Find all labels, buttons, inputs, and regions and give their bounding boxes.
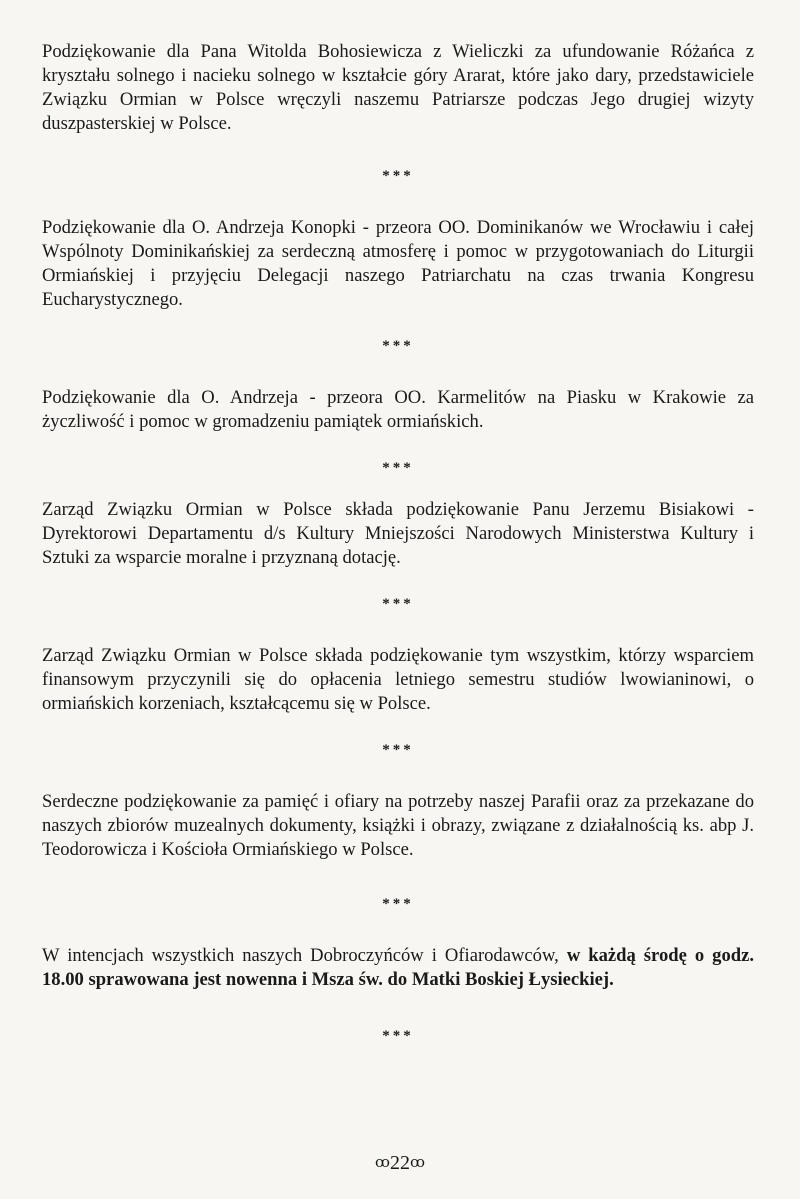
nowenna-bold-text: w każdą środę o godz. 18.00 sprawowana jest nowenna i Msza św. do Matki Boskiej Łysieckiej. <box>42 945 754 990</box>
nowenna-intro-text: W intencjach wszystkich naszych Dobroczyńców i Ofiarodawców, <box>42 945 567 966</box>
page-number-footer <box>0 1151 800 1175</box>
ornament-right-icon: ꝏ <box>410 1155 425 1171</box>
paragraph-ofiary: Serdeczne podziękowanie za pamięć i ofiary na potrzeby naszej Parafii oraz za przekazane do naszych zbiorów muzealnych dokumenty, książki i obrazy, związane z działalnością ks. abp J. Teodorowicza i Kościoła Ormiańskiego w Polsce. <box>42 791 754 860</box>
paragraph-karmelici: Podziękowanie dla O. Andrzeja - przeora OO. Karmelitów na Piasku w Krakowie za życzliwość i pomoc w gromadzeniu pamiątek ormiańskich. <box>42 387 754 432</box>
paragraph-konopka: Podziękowanie dla O. Andrzeja Konopki - przeora OO. Dominikanów we Wrocławiu i całej Wspólnoty Dominikańskiej za serdeczną atmosferę i pomoc w przygotowaniach do Liturgii Ormiańskiej i przyjęciu Delegacji naszego Patriarchatu na czas trwania Kongresu Eucharystycznego. <box>42 217 754 310</box>
separator: *** <box>382 1028 414 1044</box>
paragraph-bohosiewicz: Podziękowanie dla Pana Witolda Bohosiewicza z Wieliczki za ufundowanie Różańca z kryształu solnego i nacieku solnego w kształcie góry Ararat, które jako dary, przedstawiciele Związku Ormian w Polsce wręczyli naszemu Patriarsze podczas Jego drugiej wizyty duszpasterskiej w Polsce. <box>42 41 754 134</box>
separator: *** <box>382 596 414 612</box>
ornament-left-icon: ꝏ <box>375 1155 390 1171</box>
separator: *** <box>382 742 414 758</box>
separator: *** <box>382 896 414 912</box>
separator: *** <box>382 460 414 476</box>
paragraph-bisiak: Zarząd Związku Ormian w Polsce składa podziękowanie Panu Jerzemu Bisiakowi - Dyrektorowi Departamentu d/s Kultury Mniejszości Narodowych Ministerstwa Kultury i Sztuki za wsparcie moralne i przyznaną dotację. <box>42 499 754 568</box>
paragraph-lwowianin: Zarząd Związku Ormian w Polsce składa podziękowanie tym wszystkim, którzy wsparciem finansowym przyczynili się do opłacenia letniego semestru studiów lwowianinowi, o ormiańskich korzeniach, kształcącemu się w Polsce. <box>42 645 754 714</box>
document-page <box>42 40 754 1046</box>
page-number: 22 <box>390 1152 410 1174</box>
separator: *** <box>382 338 414 354</box>
separator: *** <box>382 168 414 184</box>
paragraph-nowenna <box>42 944 754 992</box>
